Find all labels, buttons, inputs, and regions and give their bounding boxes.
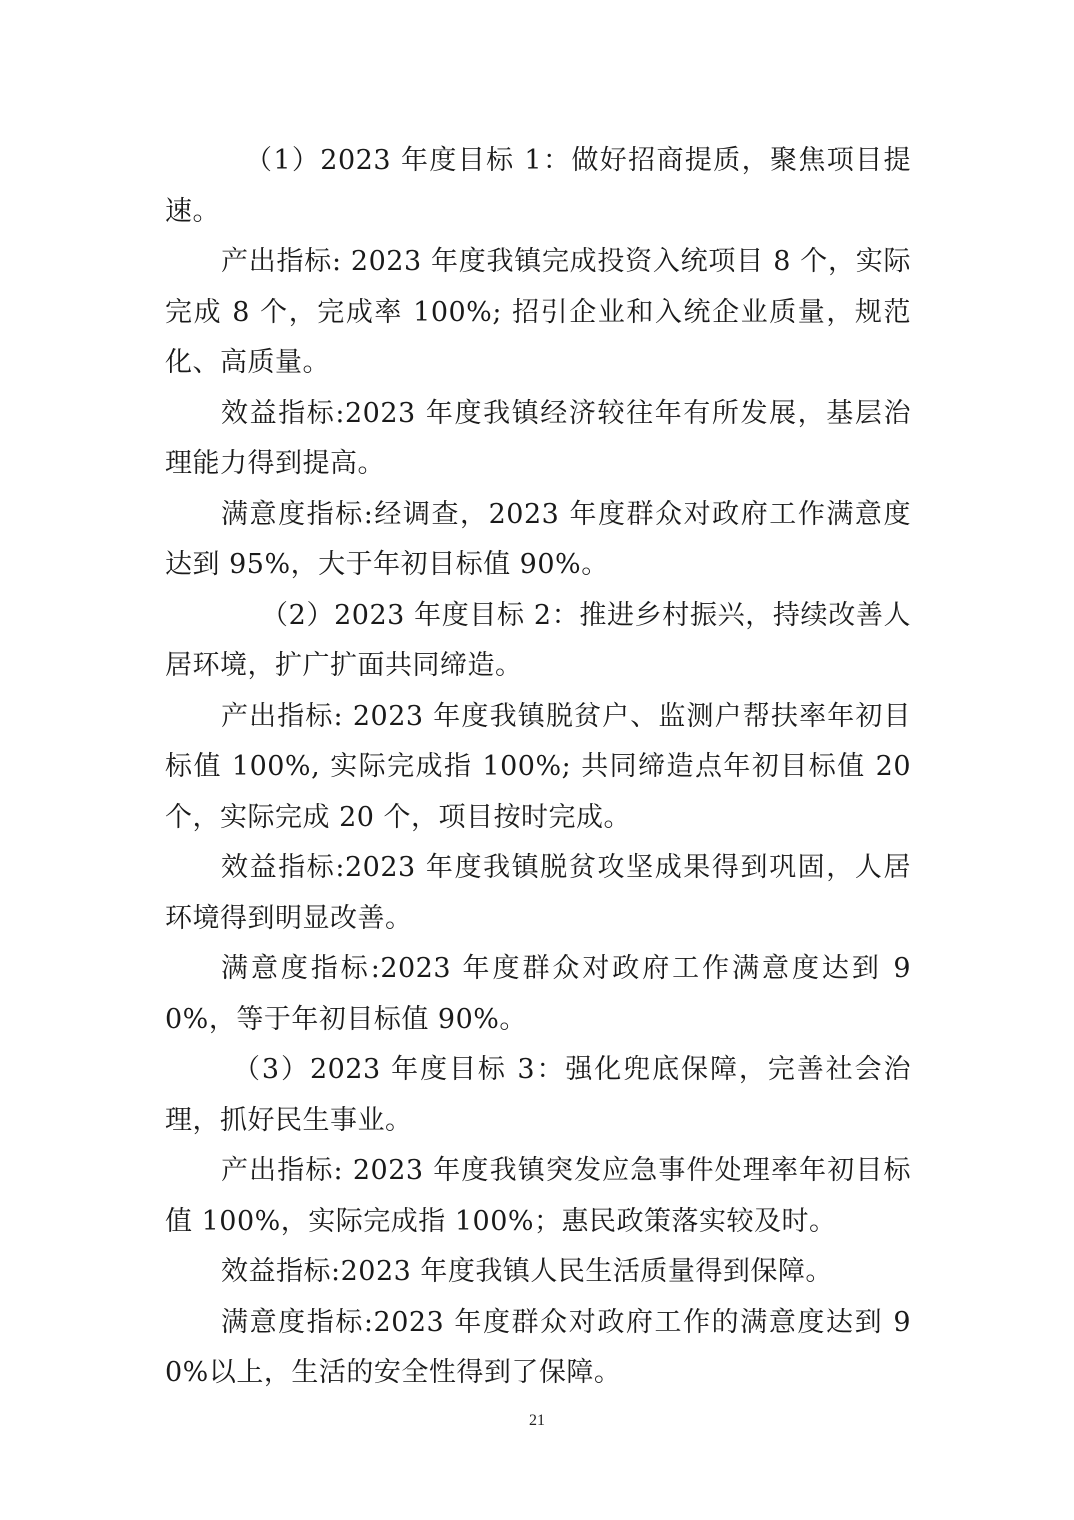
goal3-output-indicator: 产出指标: 2023 年度我镇突发应急事件处理率年初目标值 100%，实际完成指 100%；惠民政策落实较及时。 xyxy=(165,1155,911,1237)
goal1-output-indicator: 产出指标: 2023 年度我镇完成投资入统项目 8 个，实际完成 8 个，完成率 100%; 招引企业和入统企业质量，规范化、高质量。 xyxy=(165,246,911,378)
goal2-satisfaction-indicator: 满意度指标:2023 年度群众对政府工作满意度达到 90%，等于年初目标值 90%。 xyxy=(165,953,911,1035)
goal3-heading: （3）2023 年度目标 3：强化兜底保障，完善社会治理，抓好民生事业。 xyxy=(165,1054,911,1136)
document-body xyxy=(165,136,911,1399)
goal1-benefit-indicator: 效益指标:2023 年度我镇经济较往年有所发展，基层治理能力得到提高。 xyxy=(165,397,911,479)
goal3-benefit-indicator: 效益指标:2023 年度我镇人民生活质量得到保障。 xyxy=(221,1256,833,1287)
goal3-satisfaction-indicator: 满意度指标:2023 年度群众对政府工作的满意度达到 90%以上，生活的安全性得到了保障。 xyxy=(165,1306,911,1388)
goal1-satisfaction-indicator: 满意度指标:经调查，2023 年度群众对政府工作满意度达到 95%，大于年初目标值 90%。 xyxy=(165,498,911,580)
page-number: 21 xyxy=(529,1412,545,1429)
goal1-heading: （1）2023 年度目标 1：做好招商提质，聚焦项目提速。 xyxy=(165,145,911,227)
goal2-heading: （2）2023 年度目标 2：推进乡村振兴，持续改善人居环境，扩广扩面共同缔造。 xyxy=(165,599,911,681)
goal2-benefit-indicator: 效益指标:2023 年度我镇脱贫攻坚成果得到巩固，人居环境得到明显改善。 xyxy=(165,852,911,934)
goal2-output-indicator: 产出指标: 2023 年度我镇脱贫户、监测户帮扶率年初目标值 100%, 实际完成指 100%; 共同缔造点年初目标值 20 个，实际完成 20 个，项目按时完成。 xyxy=(165,700,911,833)
